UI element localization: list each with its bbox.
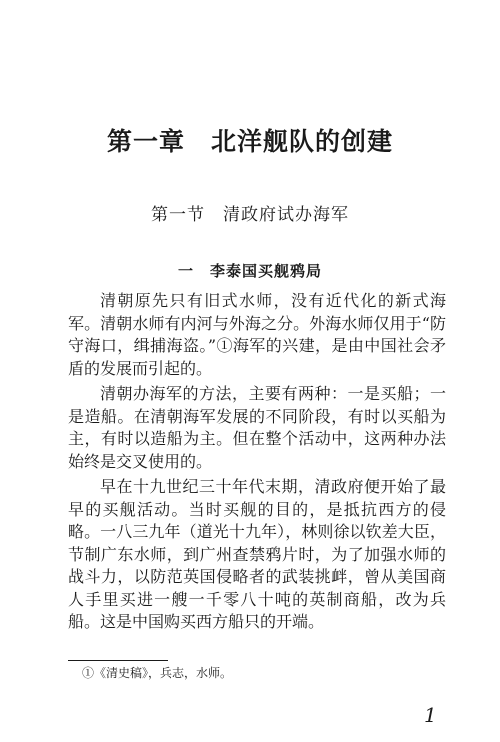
page-number: 1: [424, 703, 437, 727]
footnote: ①《清史稿》，兵志，水师。: [82, 666, 233, 680]
paragraph: 早在十九世纪三十年代末期，清政府便开始了最早的买舰活动。当时买舰的目的，是抵抗西方的侵略。一八三九年（道光十九年），林则徐以钦差大臣，节制广东水师，到广州查禁鸦片时，为了加强水师的战斗力，以防范英国侵略者的武装挑衅，曾从美国商人手里买进一艘一千零八十吨的英制商船，改为兵船。这是中国购买西方船只的开端。: [68, 477, 446, 631]
body-text: [68, 290, 446, 637]
chapter-title: 第一章 北洋舰队的创建: [106, 127, 393, 156]
subsection-title: 一 李泰国买舰鸦局: [177, 262, 322, 280]
paragraph: 清朝原先只有旧式水师，没有近代化的新式海军。清朝水师有内河与外海之分。外海水师仅用于“防守海口，缉捕海盗。”①海军的兴建，是由中国社会矛盾的发展而引起的。: [68, 291, 446, 378]
paragraph: 清朝办海军的方法，主要有两种：一是买船；一是造船。在清朝海军发展的不同阶段，有时以买船为主，有时以造船为主。但在整个活动中，这两种办法始终是交叉使用的。: [68, 384, 446, 471]
section-title: 第一节 清政府试办海军: [151, 205, 349, 225]
footnote-divider: [68, 660, 168, 661]
